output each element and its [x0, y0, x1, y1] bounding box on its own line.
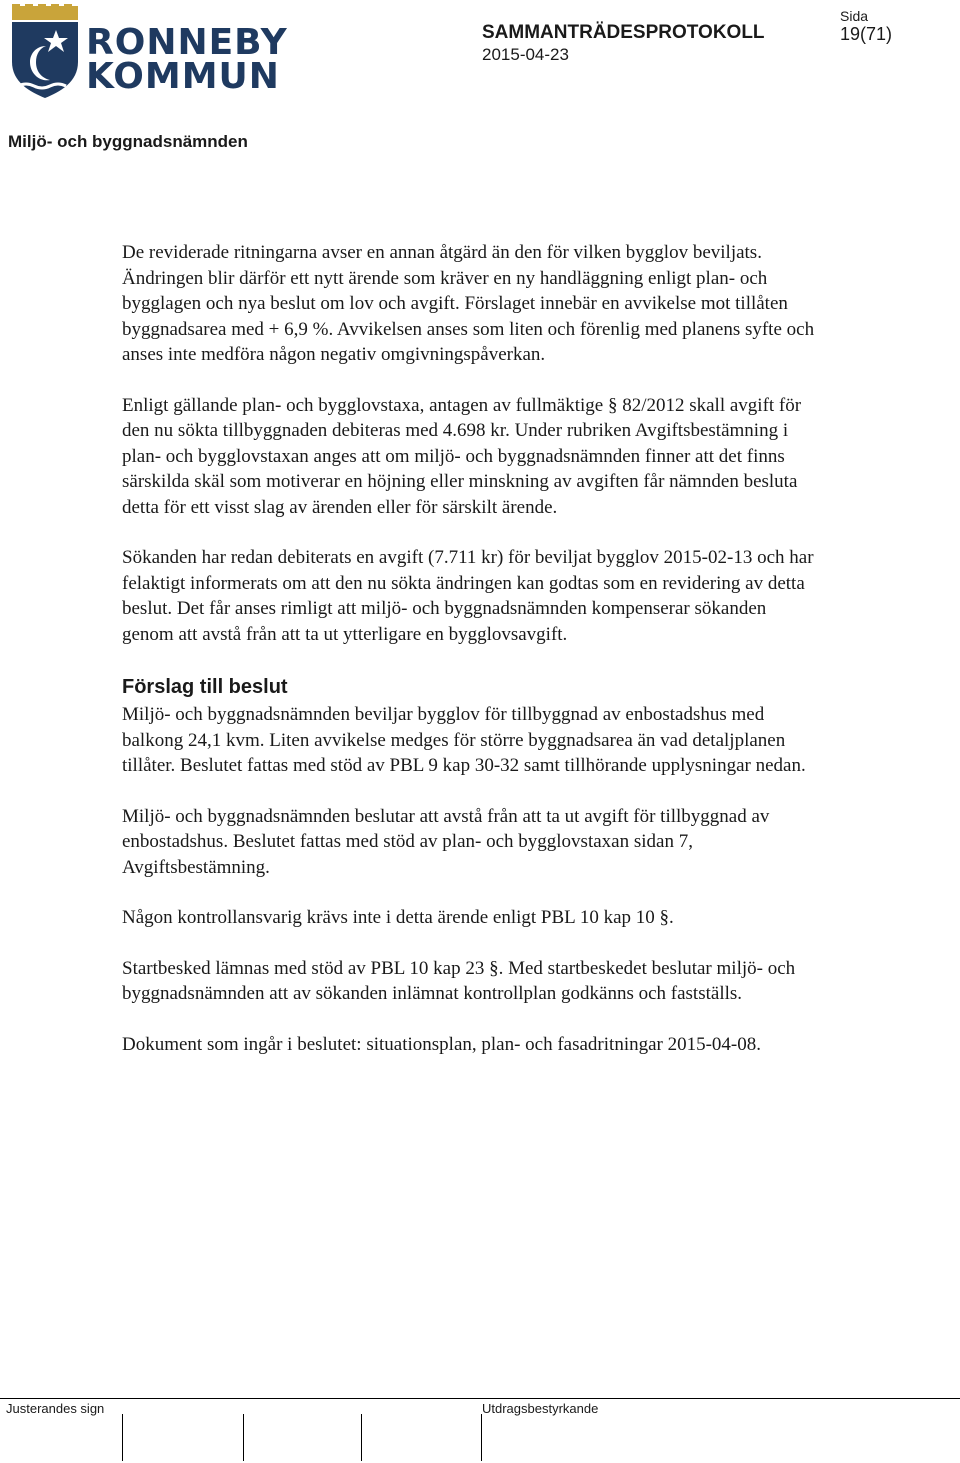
decision-paragraph: Startbesked lämnas med stöd av PBL 10 kap 23 §. Med startbeskedet beslutar miljö- och byggnadsnämnden att av sökanden inlämnat kontrollplan godkänns och fastställs.: [122, 957, 796, 1004]
body-paragraph: Enligt gällande plan- och bygglovstaxa, antagen av fullmäktige § 82/2012 skall avgift för den nu sökta tillbyggnaden debiteras med 4.698 kr. Under rubriken Avgiftsbestämning i plan- och bygglovstaxan anges att om miljö- och byggnadsnämnden finner att det finns särskilda skäl som motiverar en höjning eller minskning av avgiften får nämnden besluta detta för ett visst slag av ärenden eller för särskilt ärende.: [122, 394, 802, 518]
coat-of-arms-icon: [8, 4, 82, 100]
footer-rule: [0, 1398, 960, 1399]
document-title: SAMMANTRÄDESPROTOKOLL: [482, 22, 765, 43]
ronneby-kommun-logo: [8, 4, 288, 100]
decision-paragraph: Dokument som ingår i beslutet: situationsplan, plan- och fasadritningar 2015-04-08.: [122, 1033, 762, 1055]
utdragsbestyrkande-label: Utdragsbestyrkande: [482, 1401, 599, 1416]
signature-box-divider: [481, 1414, 482, 1461]
body-paragraph: De reviderade ritningarna avser en annan åtgärd än den för vilken bygglov beviljats. Ändringen blir därför ett nytt ärende som kräver en ny handläggning enligt plan- och bygglagen och nya beslut om lov och avgift. Förslaget innebär en avvikelse mot tillåten byggnadsarea med + 6,9 %. Avvikelsen anses som liten och förenlig med planens syfte och anses inte medföra någon negativ omgivningspåverkan.: [122, 242, 815, 365]
committee-name: Miljö- och byggnadsnämnden: [8, 132, 248, 151]
page-label: Sida: [840, 8, 869, 24]
logo-line-1: RONNEBY: [86, 22, 288, 63]
section-heading: Förslag till beslut: [122, 676, 288, 698]
body-paragraph: Sökanden har redan debiterats en avgift (7.711 kr) för beviljat bygglov 2015-02-13 och har felaktigt informerats om att den nu sökta ändringen kan godtas som en revidering av detta beslut. Det får anses rimligt att miljö- och byggnadsnämnden kompenserar sökanden genom att avstå från att ta ut ytterligare en bygglovsavgift.: [122, 547, 814, 645]
decision-paragraph: Miljö- och byggnadsnämnden beslutar att avstå från att ta ut avgift för tillbyggnad av enbostadshus. Beslutet fattas med stöd av plan- och bygglovstaxan sidan 7, Avgiftsbestämning.: [122, 805, 770, 878]
document-body: [122, 240, 822, 1082]
page-number: 19(71): [840, 24, 893, 44]
document-date: 2015-04-23: [482, 45, 569, 64]
signature-box-divider: [122, 1414, 123, 1461]
signature-box-divider: [243, 1414, 244, 1461]
decision-paragraph: Miljö- och byggnadsnämnden beviljar bygglov för tillbyggnad av enbostadshus med balkong 24,1 kvm. Liten avvikelse medges för större byggnadsarea än vad detaljplanen tillåter. Beslutet fattas med stöd av PBL 9 kap 30-32 samt tillhörande upplysningar nedan.: [122, 704, 806, 776]
signature-box-divider: [361, 1414, 362, 1461]
logo-line-2: KOMMUN: [86, 56, 280, 97]
signature-footer: [0, 1398, 960, 1463]
decision-paragraph: Någon kontrollansvarig krävs inte i detta ärende enligt PBL 10 kap 10 §.: [122, 907, 674, 928]
page-header: [0, 0, 960, 160]
justerandes-sign-label: Justerandes sign: [6, 1401, 105, 1416]
